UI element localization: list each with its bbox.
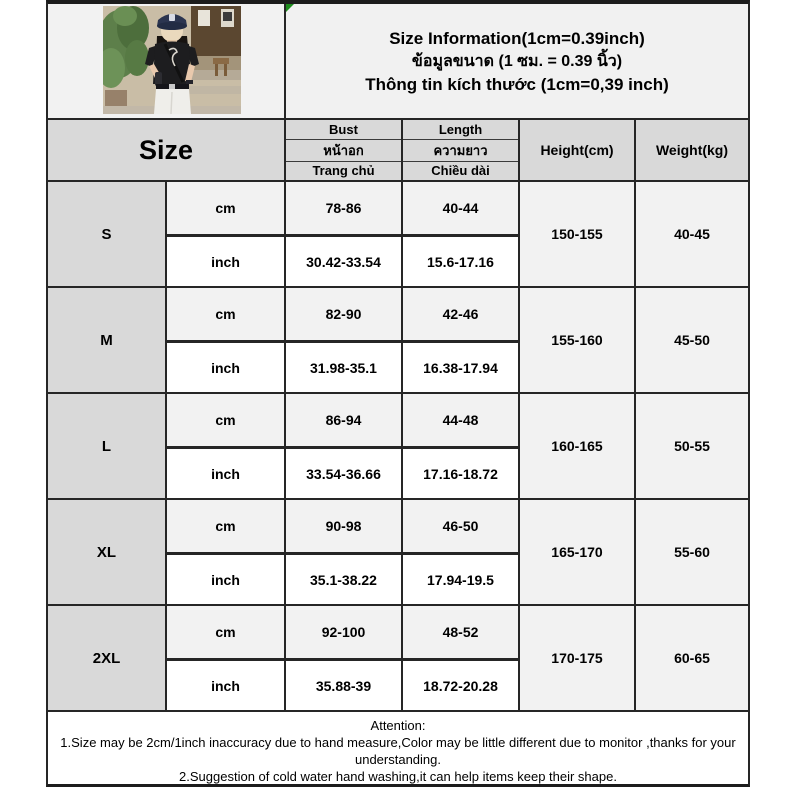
title-english: Size Information(1cm=0.39inch) bbox=[389, 28, 645, 48]
wooden-stool bbox=[213, 58, 229, 64]
model-photo-illustration bbox=[103, 6, 241, 114]
title-vietnamese: Thông tin kích thước (1cm=0,39 inch) bbox=[365, 74, 669, 94]
attention-line-1: 1.Size may be 2cm/1inch inaccuracy due to hand measure,Color may be little different due to monitor ,thanks for your understanding. bbox=[60, 735, 736, 767]
weight-value: 60-65 bbox=[634, 606, 748, 710]
height-value: 150-155 bbox=[518, 182, 634, 286]
length-column-header bbox=[401, 120, 518, 180]
unit-inch: inch bbox=[165, 446, 284, 498]
length-inch-value: 15.6-17.16 bbox=[401, 234, 518, 286]
attention-heading: Attention: bbox=[370, 718, 426, 733]
length-cm-value: 42-46 bbox=[401, 288, 518, 340]
bust-cm-value: 82-90 bbox=[284, 288, 401, 340]
bust-cm-value: 86-94 bbox=[284, 394, 401, 446]
bust-label-th: หน้าอก bbox=[286, 139, 401, 161]
weight-column-header: Weight(kg) bbox=[634, 120, 748, 180]
phone bbox=[155, 72, 162, 86]
bust-cm-value: 92-100 bbox=[284, 606, 401, 658]
top-header-section bbox=[48, 4, 748, 118]
size-label: XL bbox=[48, 500, 165, 604]
unit-cm: cm bbox=[165, 288, 284, 340]
bust-label-en: Bust bbox=[329, 121, 358, 137]
length-cm-value: 48-52 bbox=[401, 606, 518, 658]
wrist-watch bbox=[186, 80, 193, 84]
height-value: 165-170 bbox=[518, 500, 634, 604]
length-inch-value: 16.38-17.94 bbox=[401, 340, 518, 392]
unit-cm: cm bbox=[165, 394, 284, 446]
length-cm-value: 44-48 bbox=[401, 394, 518, 446]
model-photo bbox=[103, 6, 241, 114]
length-label-vi: Chiều dài bbox=[403, 161, 518, 181]
bust-column-header bbox=[284, 120, 401, 180]
size-row-xl bbox=[48, 498, 748, 604]
bust-inch-value: 33.54-36.66 bbox=[284, 446, 401, 498]
size-row-l bbox=[48, 392, 748, 498]
size-chart-sheet bbox=[46, 0, 750, 787]
height-value: 170-175 bbox=[518, 606, 634, 710]
bust-cm-value: 90-98 bbox=[284, 500, 401, 552]
weight-value: 45-50 bbox=[634, 288, 748, 392]
length-cm-value: 40-44 bbox=[401, 182, 518, 234]
height-value: 155-160 bbox=[518, 288, 634, 392]
table-header-row bbox=[48, 118, 748, 180]
model-photo-cell bbox=[48, 4, 284, 118]
unit-inch: inch bbox=[165, 552, 284, 604]
bust-label-vi: Trang chủ bbox=[286, 161, 401, 181]
size-label: S bbox=[48, 182, 165, 286]
bust-inch-value: 35.88-39 bbox=[284, 658, 401, 710]
bust-cm-value: 78-86 bbox=[284, 182, 401, 234]
unit-inch: inch bbox=[165, 234, 284, 286]
size-row-s bbox=[48, 180, 748, 286]
unit-cm: cm bbox=[165, 606, 284, 658]
cap-logo bbox=[169, 14, 175, 21]
length-inch-value: 18.72-20.28 bbox=[401, 658, 518, 710]
unit-inch: inch bbox=[165, 658, 284, 710]
height-value: 160-165 bbox=[518, 394, 634, 498]
length-inch-value: 17.94-19.5 bbox=[401, 552, 518, 604]
unit-cm: cm bbox=[165, 500, 284, 552]
length-inch-value: 17.16-18.72 bbox=[401, 446, 518, 498]
title-thai: ข้อมูลขนาด (1 ซม. = 0.39 นิ้ว) bbox=[411, 52, 623, 70]
weight-value: 55-60 bbox=[634, 500, 748, 604]
size-row-2xl bbox=[48, 604, 748, 710]
size-label: L bbox=[48, 394, 165, 498]
size-row-m bbox=[48, 286, 748, 392]
unit-cm: cm bbox=[165, 182, 284, 234]
bust-inch-value: 35.1-38.22 bbox=[284, 552, 401, 604]
bust-inch-value: 30.42-33.54 bbox=[284, 234, 401, 286]
length-label-en: Length bbox=[438, 121, 483, 137]
bust-inch-value: 31.98-35.1 bbox=[284, 340, 401, 392]
length-cm-value: 46-50 bbox=[401, 500, 518, 552]
attention-note bbox=[48, 710, 748, 784]
height-column-header: Height(cm) bbox=[518, 120, 634, 180]
green-corner-flag-icon bbox=[286, 4, 294, 12]
size-label: 2XL bbox=[48, 606, 165, 710]
attention-line-2: 2.Suggestion of cold water hand washing,it can help items keep their shape. bbox=[179, 769, 617, 784]
weight-value: 50-55 bbox=[634, 394, 748, 498]
weight-value: 40-45 bbox=[634, 182, 748, 286]
unit-inch: inch bbox=[165, 340, 284, 392]
size-info-title-block bbox=[284, 4, 748, 118]
length-label-th: ความยาว bbox=[403, 139, 518, 161]
size-column-header: Size bbox=[48, 120, 284, 180]
size-label: M bbox=[48, 288, 165, 392]
